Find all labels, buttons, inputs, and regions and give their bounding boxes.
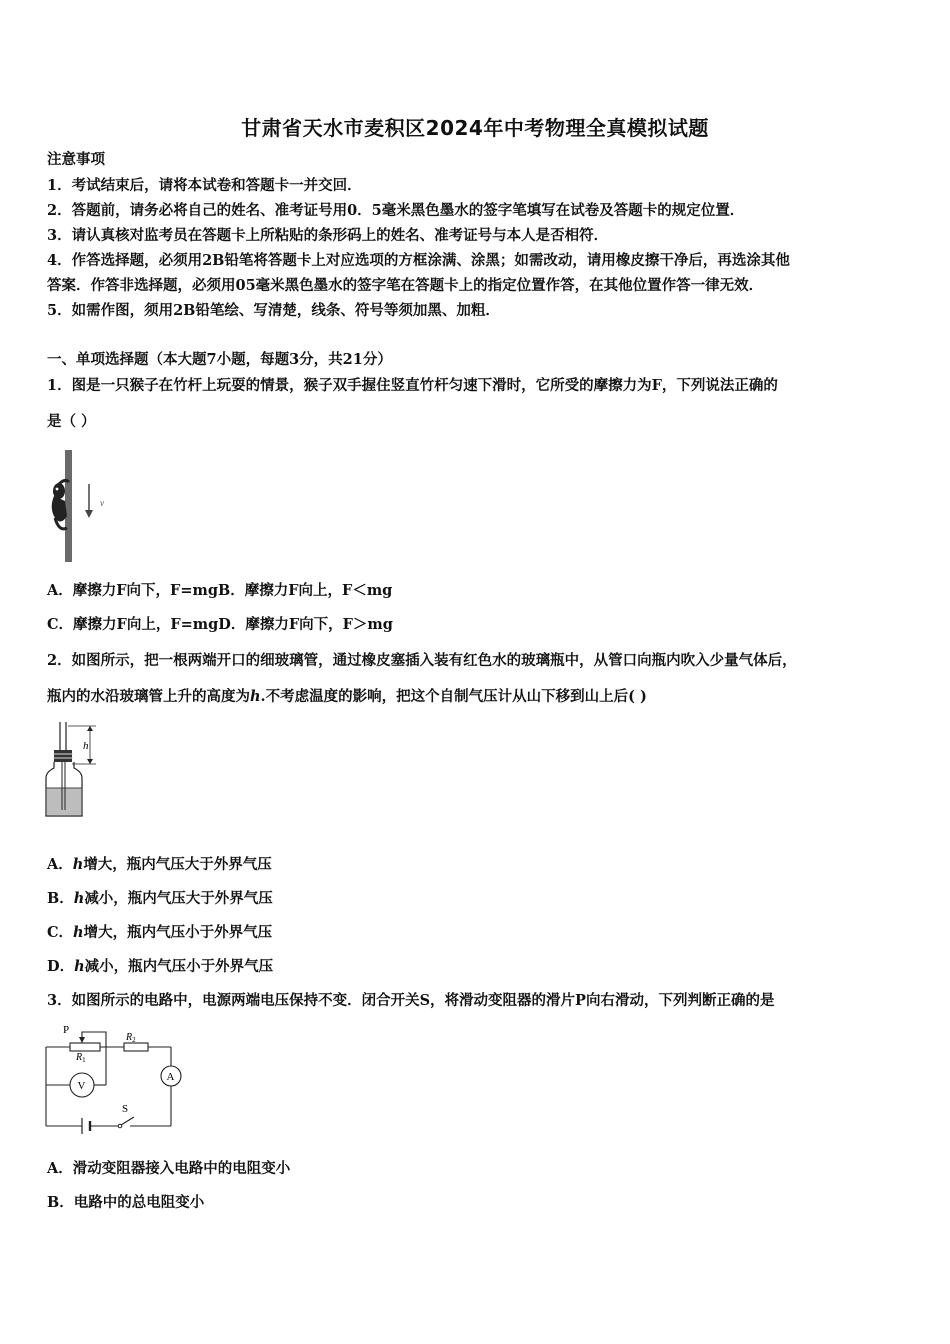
switch	[121, 1117, 134, 1125]
label-r2: $R_2$	[126, 1032, 136, 1044]
q2-option-c: C．h增大，瓶内气压小于外界气压	[47, 924, 273, 941]
label-a: A	[166, 1071, 175, 1083]
q3-option-a: A．滑动变阻器接入电路中的电阻变小	[47, 1160, 291, 1177]
q2-stem-cont: 瓶内的水沿玻璃管上升的高度为h.不考虑温度的影响，把这个自制气压计从山下移到山上后( )	[47, 688, 647, 705]
velocity-label: v	[100, 498, 104, 508]
q1-stem: 1．图是一只猴子在竹杆上玩耍的情景，猴子双手握住竖直竹杆匀速下滑时，它所受的摩擦力为F，下列说法正确的	[47, 377, 778, 394]
q3-option-b: B．电路中的总电阻变小	[47, 1194, 205, 1211]
notice-item: 1．考试结束后，请将本试卷和答题卡一并交回．	[47, 177, 362, 194]
notice-item: 答案．作答非选择题，必须用05毫米黑色墨水的签字笔在答题卡上的指定位置作答，在其他位置作答一律无效．	[47, 277, 764, 294]
q2-option-b: B．h减小，瓶内气压大于外界气压	[47, 890, 273, 907]
rheostat-r1	[70, 1043, 100, 1051]
barometer-figure	[42, 720, 114, 820]
notice-heading: 注意事项	[47, 151, 105, 168]
circuit-figure	[42, 1018, 192, 1140]
label-p: P	[63, 1024, 70, 1036]
q1-stem-cont: 是（ ）	[47, 413, 96, 430]
notice-item: 5．如需作图，须用2B铅笔绘、写清楚，线条、符号等须加黑、加粗．	[47, 302, 500, 319]
water	[47, 788, 82, 815]
bamboo-pole	[65, 450, 72, 562]
q2-option-a: A．h增大，瓶内气压大于外界气压	[47, 856, 272, 873]
velocity-arrow-head	[85, 510, 93, 518]
page-title: 甘肃省天水市麦积区2024年中考物理全真模拟试题	[241, 116, 709, 140]
q1-options-cd: C．摩擦力F向上，F=mgD．摩擦力F向下，F＞mg	[47, 616, 393, 633]
label-r1: $R_1$	[76, 1052, 86, 1064]
notice-item: 3．请认真核对监考员在答题卡上所粘贴的条形码上的姓名、准考证号与本人是否相符．	[47, 227, 609, 244]
section-heading: 一、单项选择题（本大题7小题，每题3分，共21分）	[47, 351, 392, 368]
height-label: h	[83, 740, 89, 752]
resistor-r2	[124, 1043, 148, 1051]
rubber-stopper	[54, 750, 72, 762]
slider-p	[79, 1037, 85, 1043]
notice-item: 4．作答选择题，必须用2B铅笔将答题卡上对应选项的方框涂满、涂黑；如需改动，请用橡皮擦干净后，再选涂其他	[47, 252, 790, 269]
notice-item: 2．答题前，请务必将自己的姓名、准考证号用0．5毫米黑色墨水的签字笔填写在试卷及答题卡的规定位置．	[47, 202, 745, 219]
q1-options-ab: A．摩擦力F向下，F=mgB．摩擦力F向上，F＜mg	[47, 582, 393, 599]
q2-option-d: D．h减小，瓶内气压小于外界气压	[47, 958, 274, 975]
monkey-figure	[45, 446, 120, 566]
label-s: S	[122, 1103, 129, 1115]
q2-stem: 2．如图所示，把一根两端开口的细玻璃管，通过橡皮塞插入装有红色水的玻璃瓶中，从管口向瓶内吹入少量气体后，	[47, 652, 797, 669]
q3-stem: 3．如图所示的电路中，电源两端电压保持不变．闭合开关S，将滑动变阻器的滑片P向右滑动，下列判断正确的是	[47, 992, 775, 1009]
label-v: V	[77, 1080, 86, 1092]
